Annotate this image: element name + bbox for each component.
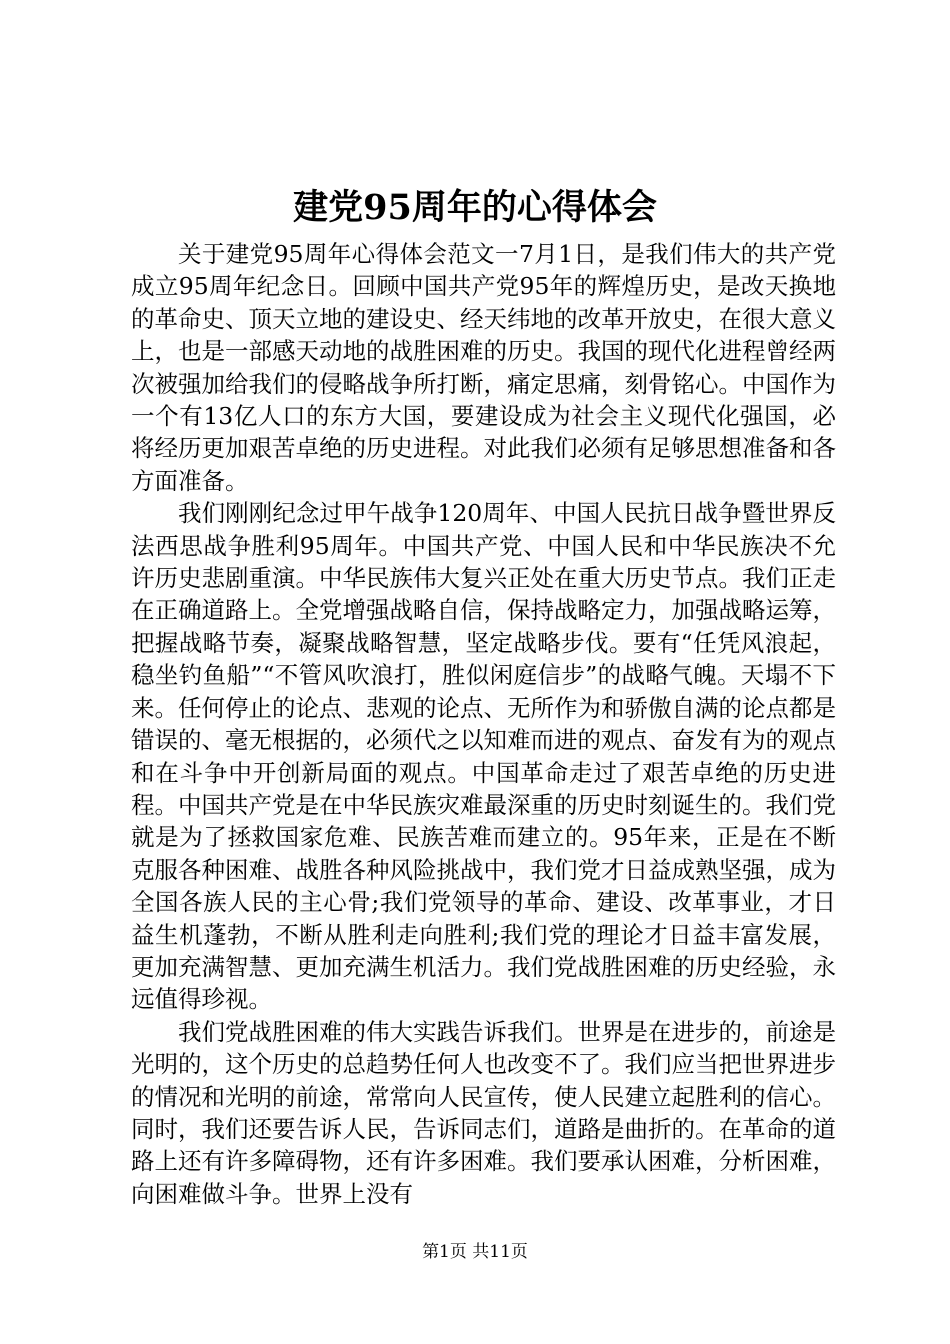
paragraph-1: 关于建党95周年心得体会范文一7月1日，是我们伟大的共产党成立95周年纪念日。回顾中国共产党95年的辉煌历史，是改天换地的革命史、顶天立地的建设史、经天纬地的改革开放史，在很大意义上，也是一部感天动地的战胜困难的历史。我国的现代化进程曾经两次被强加给我们的侵略战争所打断，痛定思痛，刻骨铭心。中国作为一个有13亿人口的东方大国，要建设成为社会主义现代化强国，必将经历更加艰苦卓绝的历史进程。对此我们必须有足够思想准备和各方面准备。 (131, 240, 836, 495)
document-body (131, 238, 836, 1210)
paragraph-3: 我们党战胜困难的伟大实践告诉我们。世界是在进步的，前途是光明的，这个历史的总趋势任何人也改变不了。我们应当把世界进步的情况和光明的前途，常常向人民宣传，使人民建立起胜利的信心。同时，我们还要告诉人民，告诉同志们，道路是曲折的。在革命的道路上还有许多障碍物，还有许多困难。我们要承认困难，分析困难，向困难做斗争。世界上没有 (131, 1017, 836, 1208)
page-number-footer: 第1页 共11页 (422, 1242, 528, 1262)
paragraph-2: 我们刚刚纪念过甲午战争120周年、中国人民抗日战争暨世界反法西思战争胜利95周年。中国共产党、中国人民和中华民族决不允许历史悲剧重演。中华民族伟大复兴正处在重大历史节点。我们正走在正确道路上。全党增强战略自信，保持战略定力，加强战略运筹，把握战略节奏，凝聚战略智慧，坚定战略步伐。要有“任凭风浪起，稳坐钓鱼船”“不管风吹浪打，胜似闲庭信步”的战略气魄。天塌不下来。任何停止的论点、悲观的论点、无所作为和骄傲自满的论点都是错误的、毫无根据的，必须代之以知难而进的观点、奋发有为的观点和在斗争中开创新局面的观点。中国革命走过了艰苦卓绝的历史进程。中国共产党是在中华民族灾难最深重的历史时刻诞生的。我们党就是为了拯救国家危难、民族苦难而建立的。95年来，正是在不断克服各种困难、战胜各种风险挑战中，我们党才日益成熟坚强，成为全国各族人民的主心骨;我们党领导的革命、建设、改革事业，才日益生机蓬勃，不断从胜利走向胜利;我们党的理论才日益丰富发展，更加充满智慧、更加充满生机活力。我们党战胜困难的历史经验，永远值得珍视。 (131, 499, 836, 1014)
document-title: 建党95周年的心得体会 (293, 187, 657, 228)
